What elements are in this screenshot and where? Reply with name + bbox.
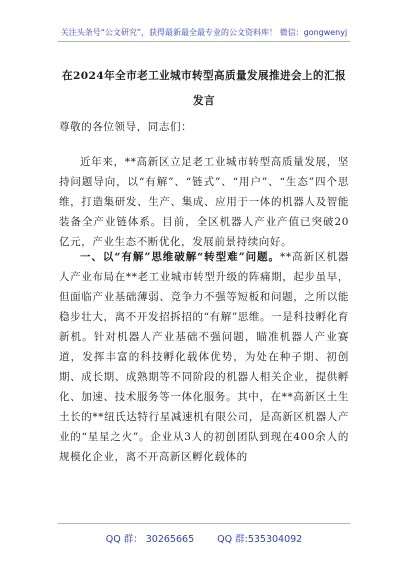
footer-divider <box>58 523 350 524</box>
footer-qq-group-2: QQ 群:535304092 <box>217 534 303 545</box>
salutation: 尊敬的各位领导，同志们： <box>59 121 193 133</box>
header-banner: 关注头条号“公文研究”，获得最新最全最专业的公文资料库！ 微信：gongwenyj <box>60 28 348 37</box>
footer <box>0 531 408 545</box>
header-divider <box>58 41 350 42</box>
section-one-body: **高新区机器人产业布局在**老工业城市转型升级的阵痛期，起步虽早，但面临产业基础薄弱、竞争力不强等短板和问题，之所以能稳步壮大，离不开发招拆招的“有解”思维。一是科技孵化育新机。针对机器人产业基础不强问题，瞄准机器人产业赛道，发挥丰富的科技孵化载体优势，为处在种子期、初创期、成长期、成熟期等不同阶段的机器人相关企业，提供孵化、加速、技术服务等一体化服务。其中，在**高新区土生土长的**纽氏达特行星减速机有限公司，是高新区机器人产业的“星星之火”。企业从3人的初创团队到现在400余人的规模化企业，离不开高新区孵化载体的 <box>59 251 350 463</box>
document-title: 在2024年全市老工业城市转型高质量发展推进会上的汇报发言 <box>62 70 346 107</box>
footer-qq-group-1: QQ 群： 30265665 <box>105 534 195 545</box>
paragraph-intro: 近年来，**高新区立足老工业城市转型高质量发展，坚持问题导向，以“有解”、“链式”、“用户”、“生态”四个思维，打造集研发、生产、集成、应用于一体的机器人及智能装备全产业链体系。目前，全区机器人产业产值已突破20亿元，产业生态不断优化，发展前景持续向好。 <box>59 156 349 248</box>
paragraph-section-one <box>59 247 349 467</box>
section-one-heading: 一、以“有解”思维破解“转型难”问题。 <box>80 251 280 263</box>
